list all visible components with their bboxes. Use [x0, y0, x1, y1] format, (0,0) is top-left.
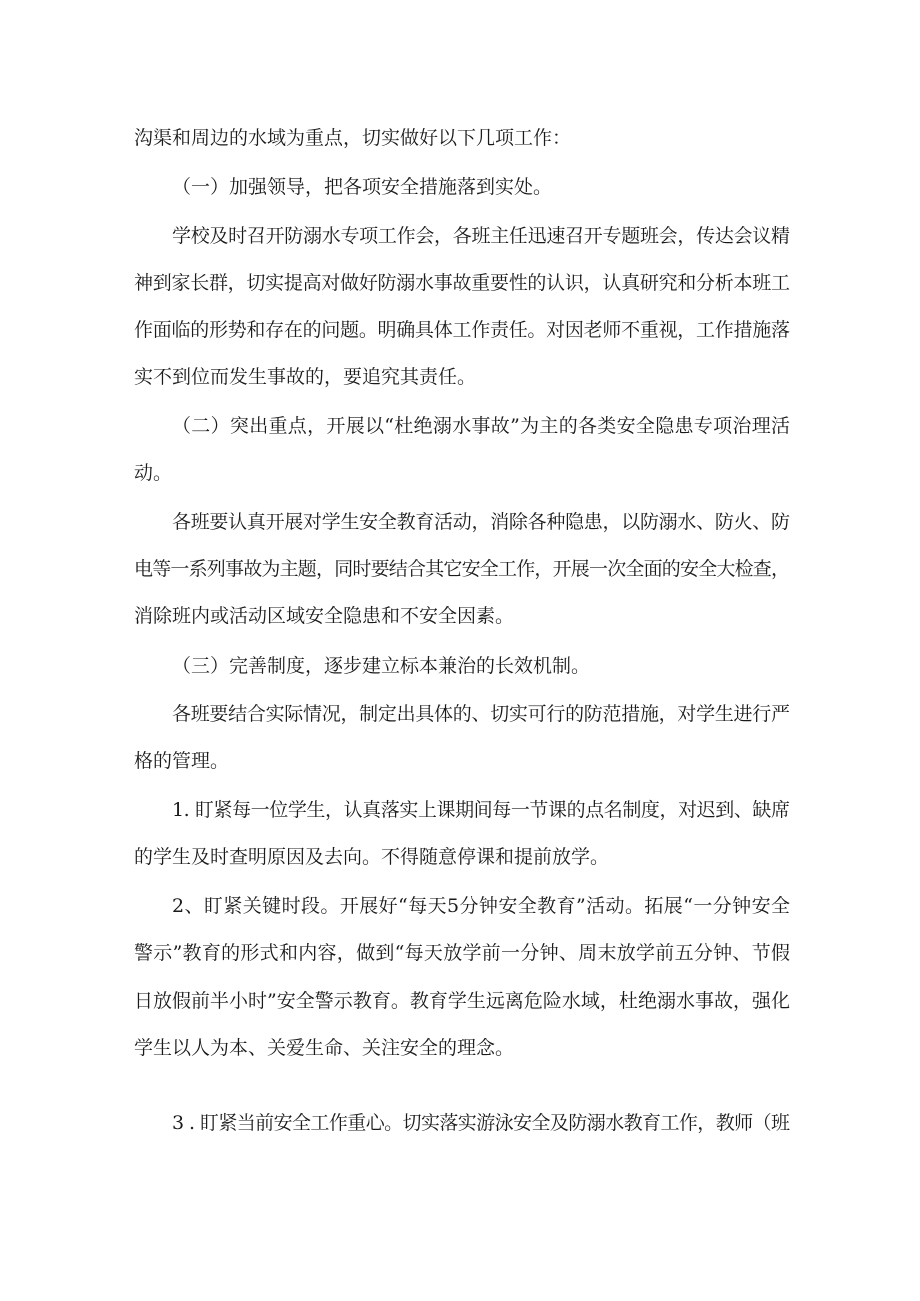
line-text: （一）加强领导，把各项安全措施落到实处。	[172, 176, 553, 198]
line-text: 2、盯紧关键时段。开展好“每天5分钟安全教育”活动。拓展“一分钟安全	[172, 895, 791, 917]
line-text: 消除班内或活动区域安全隐患和不安全因素。	[134, 605, 515, 627]
line-text: 各班要认真开展对学生安全教育活动，消除各种隐患，以防溺水、防火、防	[172, 511, 790, 533]
line-text: 学校及时召开防溺水专项工作会，各班主任迅速召开专题班会，传达会议精	[172, 225, 790, 247]
line-text: 警示”教育的形式和内容，做到“每天放学前一分钟、周末放学前五分钟、节假	[134, 942, 791, 964]
line-text: 动。	[134, 462, 173, 484]
line-text: 1. 盯紧每一位学生，认真落实上课期间每一节课的点名制度，对迟到、缺席	[172, 799, 790, 821]
line-text: 沟渠和周边的水域为重点，切实做好以下几项工作：	[134, 127, 572, 149]
line-text: 3 . 盯紧当前安全工作重心。切实落实游泳安全及防溺水教育工作，教师（班	[172, 1112, 790, 1134]
line-text: 各班要结合实际情况，制定出具体的、切实可行的防范措施，对学生进行严	[172, 703, 790, 725]
line-text: （三）完善制度，逐步建立标本兼治的长效机制。	[172, 655, 591, 677]
line-text: 日放假前半小时”安全警示教育。教育学生远离危险水域，杜绝溺水事故，强化	[134, 990, 791, 1012]
line-text: 作面临的形势和存在的问题。明确具体工作责任。对因老师不重视，工作措施落	[134, 319, 790, 341]
line-text: （二）突出重点，开展以“杜绝溺水事故”为主的各类安全隐患专项治理活	[172, 415, 791, 437]
line-text: 实不到位而发生事故的，要追究其责任。	[134, 366, 477, 388]
line-text: 神到家长群，切实提高对做好防溺水事故重要性的认识，认真研究和分析本班工	[134, 272, 790, 294]
line-text: 的学生及时查明原因及去向。不得随意停课和提前放学。	[134, 846, 610, 868]
line-text: 学生以人为本、关爱生命、关注安全的理念。	[134, 1037, 515, 1059]
line-text: 格的管理。	[134, 750, 230, 772]
line-text: 电等一系列事故为主题，同时要结合其它安全工作，开展一次全面的安全大检查，	[134, 558, 790, 580]
